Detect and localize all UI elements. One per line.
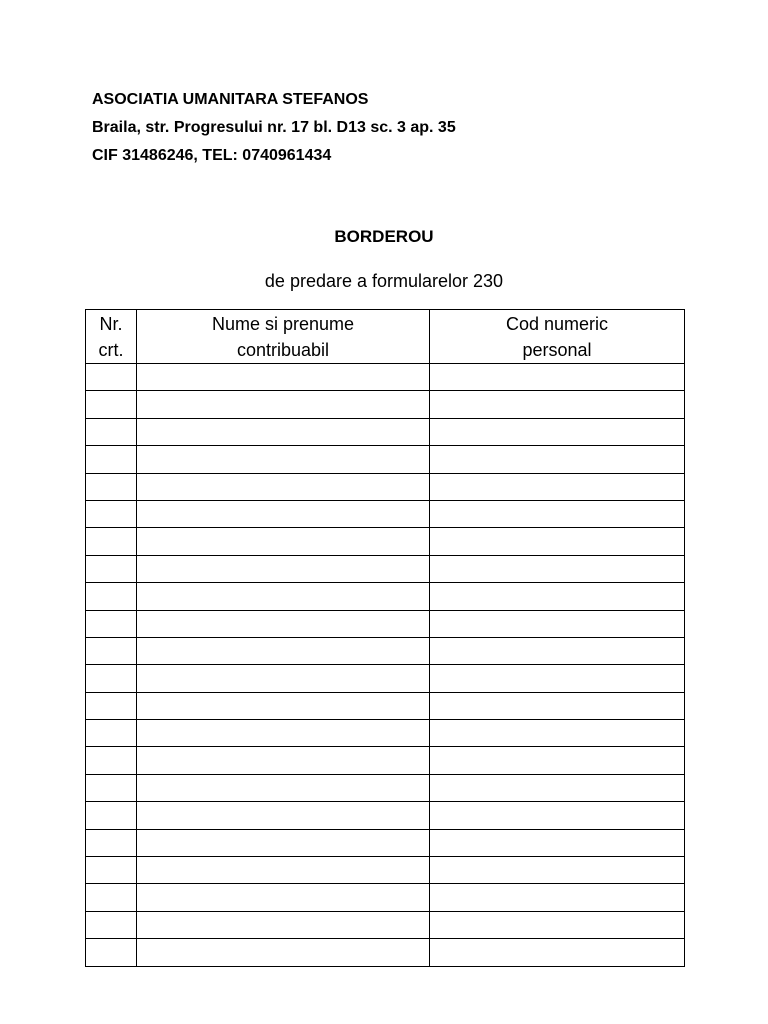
table-row (86, 555, 685, 582)
cell-cnp[interactable] (430, 637, 685, 664)
cell-name[interactable] (137, 939, 430, 966)
column-header-line: personal (522, 339, 592, 360)
cell-cnp[interactable] (430, 911, 685, 938)
document-title: BORDEROU (334, 227, 434, 246)
table-row (86, 939, 685, 966)
cell-name[interactable] (137, 802, 430, 829)
table-row (86, 857, 685, 884)
cell-name[interactable] (137, 446, 430, 473)
table-row (86, 829, 685, 856)
cell-nr-crt[interactable] (86, 364, 137, 391)
cell-cnp[interactable] (430, 610, 685, 637)
cell-nr-crt[interactable] (86, 692, 137, 719)
cell-cnp[interactable] (430, 473, 685, 500)
cell-cnp[interactable] (430, 446, 685, 473)
table-row (86, 583, 685, 610)
table-row (86, 391, 685, 418)
cell-name[interactable] (137, 583, 430, 610)
table-row (86, 692, 685, 719)
column-header-line: contribuabil (236, 339, 330, 360)
cell-name[interactable] (137, 829, 430, 856)
table-row (86, 747, 685, 774)
register-table (85, 309, 685, 967)
cell-name[interactable] (137, 391, 430, 418)
cell-nr-crt[interactable] (86, 939, 137, 966)
table-body (86, 364, 685, 967)
table-row (86, 610, 685, 637)
column-header-line: crt. (98, 339, 124, 360)
table-header-row (86, 310, 685, 364)
table-row (86, 911, 685, 938)
cell-cnp[interactable] (430, 418, 685, 445)
table-row (86, 500, 685, 527)
cell-name[interactable] (137, 857, 430, 884)
table-row (86, 364, 685, 391)
cell-nr-crt[interactable] (86, 774, 137, 801)
table-row (86, 884, 685, 911)
cell-name[interactable] (137, 473, 430, 500)
organization-contact: CIF 31486246, TEL: 0740961434 (92, 147, 332, 164)
cell-cnp[interactable] (430, 720, 685, 747)
table-row (86, 446, 685, 473)
cell-nr-crt[interactable] (86, 446, 137, 473)
cell-name[interactable] (137, 720, 430, 747)
table-row (86, 802, 685, 829)
cell-cnp[interactable] (430, 692, 685, 719)
cell-nr-crt[interactable] (86, 747, 137, 774)
cell-cnp[interactable] (430, 500, 685, 527)
cell-name[interactable] (137, 555, 430, 582)
document-subtitle: de predare a formularelor 230 (264, 271, 504, 291)
table-row (86, 528, 685, 555)
cell-cnp[interactable] (430, 364, 685, 391)
cell-nr-crt[interactable] (86, 610, 137, 637)
cell-name[interactable] (137, 665, 430, 692)
table-row (86, 473, 685, 500)
cell-cnp[interactable] (430, 829, 685, 856)
organization-name: ASOCIATIA UMANITARA STEFANOS (92, 91, 369, 108)
table-row (86, 665, 685, 692)
table-row (86, 637, 685, 664)
cell-nr-crt[interactable] (86, 473, 137, 500)
column-header-line: Cod numeric (505, 313, 609, 334)
column-header-cnp (430, 310, 685, 364)
cell-name[interactable] (137, 884, 430, 911)
cell-name[interactable] (137, 500, 430, 527)
cell-name[interactable] (137, 418, 430, 445)
column-header-name (137, 310, 430, 364)
cell-name[interactable] (137, 774, 430, 801)
organization-header (92, 86, 456, 170)
cell-cnp[interactable] (430, 665, 685, 692)
cell-cnp[interactable] (430, 857, 685, 884)
cell-cnp[interactable] (430, 747, 685, 774)
cell-cnp[interactable] (430, 583, 685, 610)
cell-name[interactable] (137, 610, 430, 637)
cell-nr-crt[interactable] (86, 418, 137, 445)
cell-nr-crt[interactable] (86, 911, 137, 938)
cell-nr-crt[interactable] (86, 391, 137, 418)
cell-cnp[interactable] (430, 528, 685, 555)
cell-nr-crt[interactable] (86, 500, 137, 527)
cell-nr-crt[interactable] (86, 637, 137, 664)
cell-nr-crt[interactable] (86, 829, 137, 856)
cell-nr-crt[interactable] (86, 528, 137, 555)
cell-nr-crt[interactable] (86, 802, 137, 829)
organization-address: Braila, str. Progresului nr. 17 bl. D13 sc. 3 ap. 35 (92, 119, 456, 136)
cell-nr-crt[interactable] (86, 583, 137, 610)
cell-cnp[interactable] (430, 884, 685, 911)
cell-cnp[interactable] (430, 555, 685, 582)
cell-nr-crt[interactable] (86, 555, 137, 582)
table-row (86, 720, 685, 747)
cell-name[interactable] (137, 911, 430, 938)
cell-name[interactable] (137, 528, 430, 555)
cell-cnp[interactable] (430, 391, 685, 418)
column-header-line: Nume si prenume (211, 313, 355, 334)
column-header-nr-crt (86, 310, 137, 364)
cell-name[interactable] (137, 692, 430, 719)
table-row (86, 418, 685, 445)
cell-name[interactable] (137, 637, 430, 664)
cell-cnp[interactable] (430, 774, 685, 801)
cell-nr-crt[interactable] (86, 665, 137, 692)
cell-name[interactable] (137, 364, 430, 391)
cell-nr-crt[interactable] (86, 720, 137, 747)
cell-nr-crt[interactable] (86, 857, 137, 884)
cell-nr-crt[interactable] (86, 884, 137, 911)
table-row (86, 774, 685, 801)
cell-cnp[interactable] (430, 939, 685, 966)
cell-name[interactable] (137, 747, 430, 774)
cell-cnp[interactable] (430, 802, 685, 829)
column-header-line: Nr. (99, 313, 123, 334)
